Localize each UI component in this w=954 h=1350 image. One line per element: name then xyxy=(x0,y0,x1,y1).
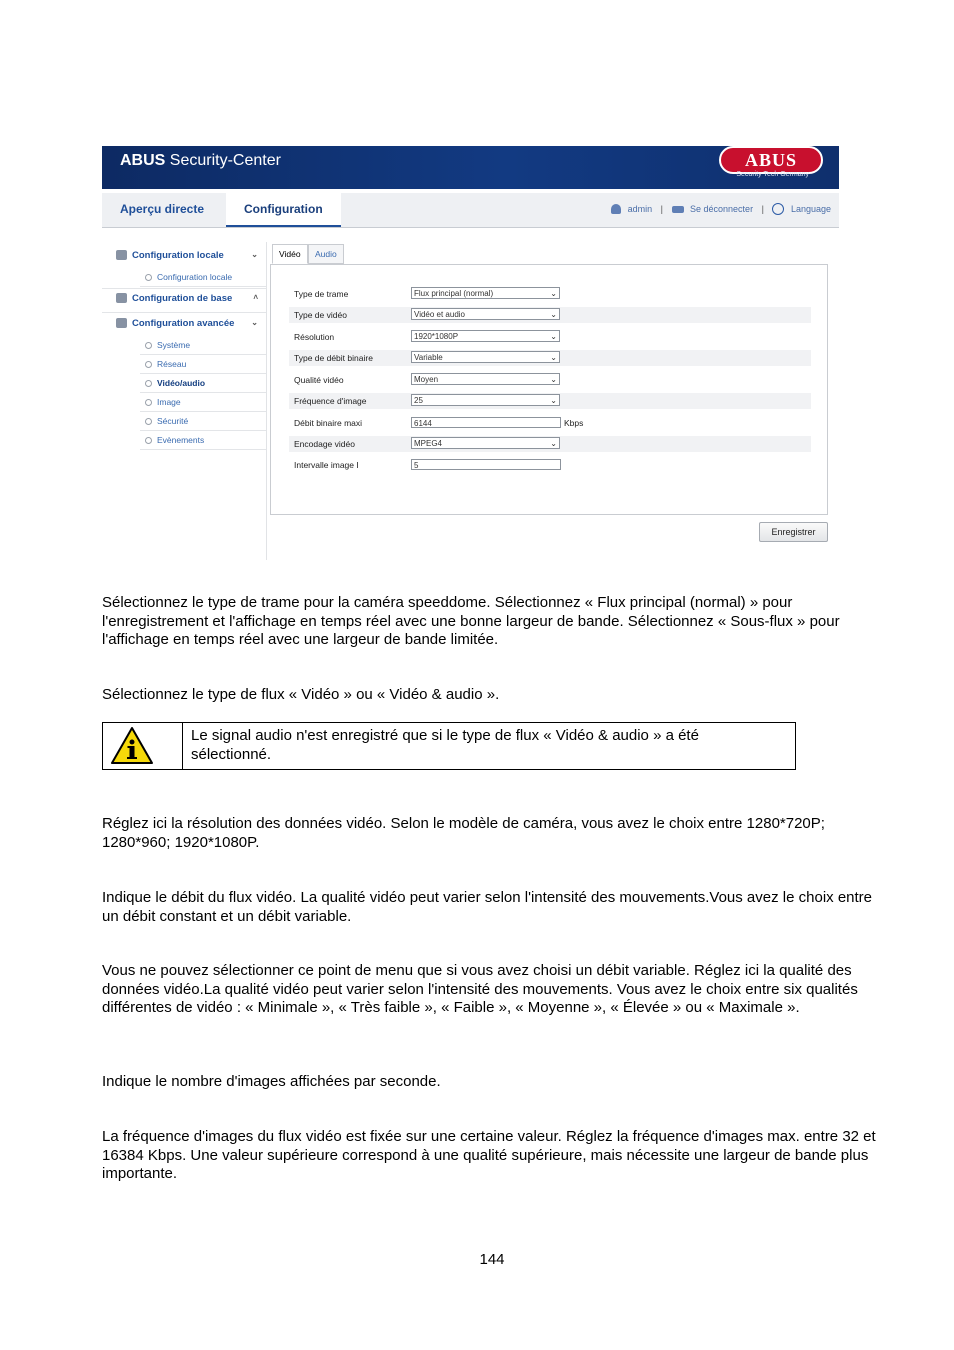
note-box xyxy=(102,722,796,770)
globe-icon xyxy=(772,203,784,215)
bitrate-unit: Kbps xyxy=(564,418,584,428)
paragraph-resolution: Réglez ici la résolution des données vidéo. Selon le modèle de caméra, vous avez le choix entre 1280*720P; 1280*960; 1920*1080P. xyxy=(102,815,825,851)
tab-live-view[interactable]: Aperçu directe xyxy=(120,202,205,216)
chevron-down-icon: ⌄ xyxy=(550,353,557,362)
sidebar-item-system[interactable]: Système xyxy=(140,336,266,355)
resolution-select[interactable]: 1920*1080P ⌄ xyxy=(411,330,560,342)
chevron-down-icon: ⌄ xyxy=(550,289,557,298)
sidebar-item-video-audio[interactable]: Vidéo/audio xyxy=(140,374,266,393)
video-quality-select[interactable]: Moyen ⌄ xyxy=(411,373,560,385)
logo-tagline: Security Tech Germany xyxy=(736,171,809,178)
divider xyxy=(102,312,266,313)
bullet-icon xyxy=(145,361,152,368)
tab-video[interactable]: Vidéo xyxy=(272,244,308,264)
bullet-icon xyxy=(145,437,152,444)
bullet-icon xyxy=(145,380,152,387)
page-number: 144 xyxy=(479,1251,505,1268)
sidebar-item-network[interactable]: Réseau xyxy=(140,355,266,374)
app-banner xyxy=(102,146,839,189)
video-encoding-select[interactable]: MPEG4 ⌄ xyxy=(411,437,560,449)
row-max-bitrate xyxy=(289,415,811,431)
chevron-down-icon: ⌄ xyxy=(550,396,557,405)
row-video-encoding xyxy=(289,436,811,452)
paragraph-frame-rate: Indique le nombre d'images affichées par seconde. xyxy=(102,1073,441,1090)
chevron-down-icon: ⌄ xyxy=(550,332,557,341)
row-video-type xyxy=(289,307,811,323)
save-button[interactable]: Enregistrer xyxy=(759,522,828,542)
row-resolution xyxy=(289,329,811,345)
chevron-up-icon: ˄ xyxy=(253,293,258,302)
nav-separator: | xyxy=(660,204,663,214)
sidebar xyxy=(102,242,267,560)
abus-logo: ABUS xyxy=(719,146,823,174)
app-title: ABUS Security-Center xyxy=(120,152,281,169)
paragraph-video-quality: Vous ne pouvez sélectionner ce point de menu que si vous avez choisi un débit variable. Réglez ici la qualité des données vidéo.La qualité vidéo peut varier selon l'intensité des mouvements. Vous avez le choix entre six qualités différentes de vidéo : « Minimale », « Très faible », « Faible », « Moyenne », « Élevée » ou « Maximale ». xyxy=(102,962,858,1016)
row-i-frame-interval xyxy=(289,457,811,473)
field-label: Résolution xyxy=(294,332,335,342)
bitrate-type-select[interactable]: Variable ⌄ xyxy=(411,351,560,363)
row-frame-rate xyxy=(289,393,811,409)
video-type-select[interactable]: Vidéo et audio ⌄ xyxy=(411,308,560,320)
field-label: Fréquence d'image xyxy=(294,396,367,406)
field-label: Type de trame xyxy=(294,289,349,299)
paragraph-video-type: Sélectionnez le type de flux « Vidéo » ou « Vidéo & audio ». xyxy=(102,686,500,703)
user-icon xyxy=(611,204,621,214)
row-video-quality xyxy=(289,372,811,388)
i-frame-interval-input[interactable]: 5 xyxy=(411,459,561,470)
paragraph-bitrate-type: Indique le débit du flux vidéo. La qualité vidéo peut varier selon l'intensité des mouvements.Vous avez le choix entre un débit constant et un débit variable. xyxy=(102,889,873,925)
top-nav xyxy=(102,193,839,228)
frame-rate-select[interactable]: 25 ⌄ xyxy=(411,394,560,406)
chevron-down-icon: ⌄ xyxy=(251,318,258,327)
monitor-icon xyxy=(116,250,127,260)
field-label: Encodage vidéo xyxy=(294,439,355,449)
bullet-icon xyxy=(145,418,152,425)
wrench-icon xyxy=(116,318,127,328)
logout-link[interactable]: Se déconnecter xyxy=(690,204,754,214)
stream-type-select[interactable]: Flux principal (normal) ⌄ xyxy=(411,287,560,299)
logout-icon xyxy=(672,206,684,213)
chevron-down-icon: ⌄ xyxy=(550,375,557,384)
warning-info-icon xyxy=(103,723,183,769)
field-label: Qualité vidéo xyxy=(294,375,344,385)
field-label: Type de débit binaire xyxy=(294,353,373,363)
row-bitrate-type xyxy=(289,350,811,366)
user-link[interactable]: admin xyxy=(627,204,653,214)
sidebar-group-basic[interactable]: Configuration de base ˄ xyxy=(116,293,266,304)
bullet-icon xyxy=(145,274,152,281)
divider xyxy=(102,288,266,289)
sidebar-item-security[interactable]: Sécurité xyxy=(140,412,266,431)
sidebar-group-local[interactable]: Configuration locale ⌄ xyxy=(116,250,266,261)
language-link[interactable]: Language xyxy=(790,204,831,214)
nav-separator: | xyxy=(761,204,764,214)
field-label: Intervalle image I xyxy=(294,460,359,470)
sidebar-item-events[interactable]: Evènements xyxy=(140,431,266,450)
chevron-down-icon: ⌄ xyxy=(550,439,557,448)
tab-configuration[interactable]: Configuration xyxy=(226,193,341,227)
chevron-down-icon: ⌄ xyxy=(251,250,258,259)
field-label: Débit binaire maxi xyxy=(294,418,363,428)
chevron-down-icon: ⌄ xyxy=(550,310,557,319)
row-stream-type xyxy=(289,286,811,302)
paragraph-stream-type: Sélectionnez le type de trame pour la caméra speeddome. Sélectionnez « Flux principal (normal) » pour l'enregistrement et l'affichage en temps réel avec une bonne largeur de bande. Sélectionnez « Sous-flux » pour l'affichage en temps réel avec une largeur de bande limitée. xyxy=(102,594,840,648)
embedded-screenshot xyxy=(102,146,839,560)
video-settings-panel xyxy=(270,264,828,515)
note-text: Le signal audio n'est enregistré que si le type de flux « Vidéo & audio » a été sélectionné. xyxy=(191,727,699,763)
gear-icon xyxy=(116,293,127,303)
field-label: Type de vidéo xyxy=(294,310,347,320)
sidebar-item-local-config[interactable]: Configuration locale xyxy=(140,268,266,287)
max-bitrate-input[interactable]: 6144 xyxy=(411,417,561,428)
bullet-icon xyxy=(145,342,152,349)
user-links xyxy=(611,203,831,215)
paragraph-max-bitrate: La fréquence d'images du flux vidéo est fixée sur une certaine valeur. Réglez la fréquence d'images max. entre 32 et 16384 Kbps. Une valeur supérieure correspond à une qualité supérieure, mais nécessite une largeur de bande plus importante. xyxy=(102,1128,876,1182)
tab-audio[interactable]: Audio xyxy=(308,244,344,264)
bullet-icon xyxy=(145,399,152,406)
sidebar-group-advanced[interactable]: Configuration avancée ⌄ xyxy=(116,318,266,329)
sidebar-item-image[interactable]: Image xyxy=(140,393,266,412)
